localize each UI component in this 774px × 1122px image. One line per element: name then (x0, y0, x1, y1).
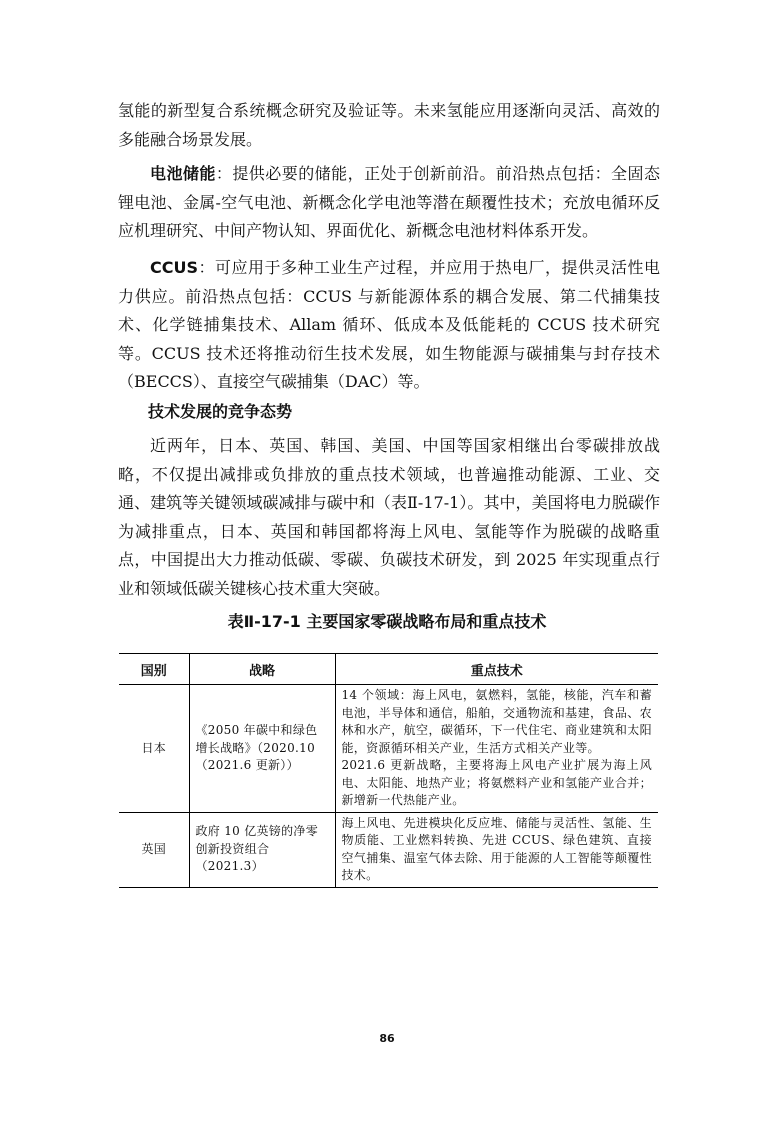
table-row (119, 685, 658, 813)
table-row (119, 812, 658, 887)
strategy-cell: 《2050 年碳中和绿色增长战略》（2020.10（2021.6 更新）） (189, 685, 335, 813)
ccus-label: CCUS (150, 258, 198, 277)
tech-cell (335, 685, 658, 813)
section-heading: 技术发展的竞争态势 (148, 402, 293, 421)
paragraph-hydrogen-tail (118, 97, 660, 154)
strategy-table (119, 653, 658, 888)
tech-text-1: 14 个领域：海上风电，氨燃料，氢能，核能，汽车和蓄电池，半导体和通信，船舶，交通物流和基建，食品、农林和水产，航空，碳循环，下一代住宅、商业建筑和太阳能，资源循环相关产业，生活方式相关产业等。 (341, 688, 652, 755)
paragraph-battery (118, 160, 660, 246)
competition-text: 近两年，日本、英国、韩国、美国、中国等国家相继出台零碳排放战略，不仅提出减排或负排放的重点技术领域，也普遍推动能源、工业、交通、建筑等关键领域碳减排与碳中和（表Ⅱ-17-1）。其中，美国将电力脱碳作为减排重点，日本、英国和韩国都将海上风电、氢能等作为脱碳的战略重点，中国提出大力推动低碳、零碳、负碳技术研发，到 2025 年实现重点行业和领域低碳关键核心技术重大突破。 (118, 436, 660, 598)
table-header-row (119, 654, 658, 685)
battery-text: ：提供必要的储能，正处于创新前沿。前沿热点包括：全固态锂电池、金属-空气电池、新概念化学电池等潜在颠覆性技术；充放电循环反应机理研究、中间产物认知、界面优化、新概念电池材料体系开发。 (118, 164, 660, 241)
table-caption: 表Ⅱ-17-1 主要国家零碳战略布局和重点技术 (227, 612, 547, 631)
battery-label: 电池储能 (150, 164, 216, 183)
header-strategy: 战略 (189, 654, 335, 685)
page-number: 86 (379, 1032, 395, 1045)
country-cell: 日本 (119, 685, 189, 813)
hydrogen-tail-text: 氢能的新型复合系统概念研究及验证等。未来氢能应用逐渐向灵活、高效的多能融合场景发展。 (118, 101, 660, 149)
header-country: 国别 (119, 654, 189, 685)
paragraph-ccus (118, 254, 660, 397)
tech-text-1: 海上风电、先进模块化反应堆、储能与灵活性、氢能、生物质能、工业燃料转换、先进 CCUS、绿色建筑、直接空气捕集、温室气体去除、用于能源的人工智能等颠覆性技术。 (341, 815, 652, 882)
tech-text-2: 2021.6 更新战略，主要将海上风电产业扩展为海上风电、太阳能、地热产业；将氨燃料产业和氢能产业合并；新增新一代热能产业。 (341, 758, 652, 807)
country-cell: 英国 (119, 812, 189, 887)
tech-cell (335, 812, 658, 887)
strategy-cell: 政府 10 亿英镑的净零创新投资组合（2021.3） (189, 812, 335, 887)
ccus-text: ：可应用于多种工业生产过程，并应用于热电厂，提供灵活性电力供应。前沿热点包括：CCUS 与新能源体系的耦合发展、第二代捕集技术、化学链捕集技术、Allam 循环、低成本及低能耗的 CCUS 技术研究等。CCUS 技术还将推动衍生技术发展，如生物能源与碳捕集与封存技术（BECCS）、直接空气碳捕集（DAC）等。 (118, 258, 660, 392)
paragraph-competition (118, 432, 660, 604)
header-tech: 重点技术 (335, 654, 658, 685)
